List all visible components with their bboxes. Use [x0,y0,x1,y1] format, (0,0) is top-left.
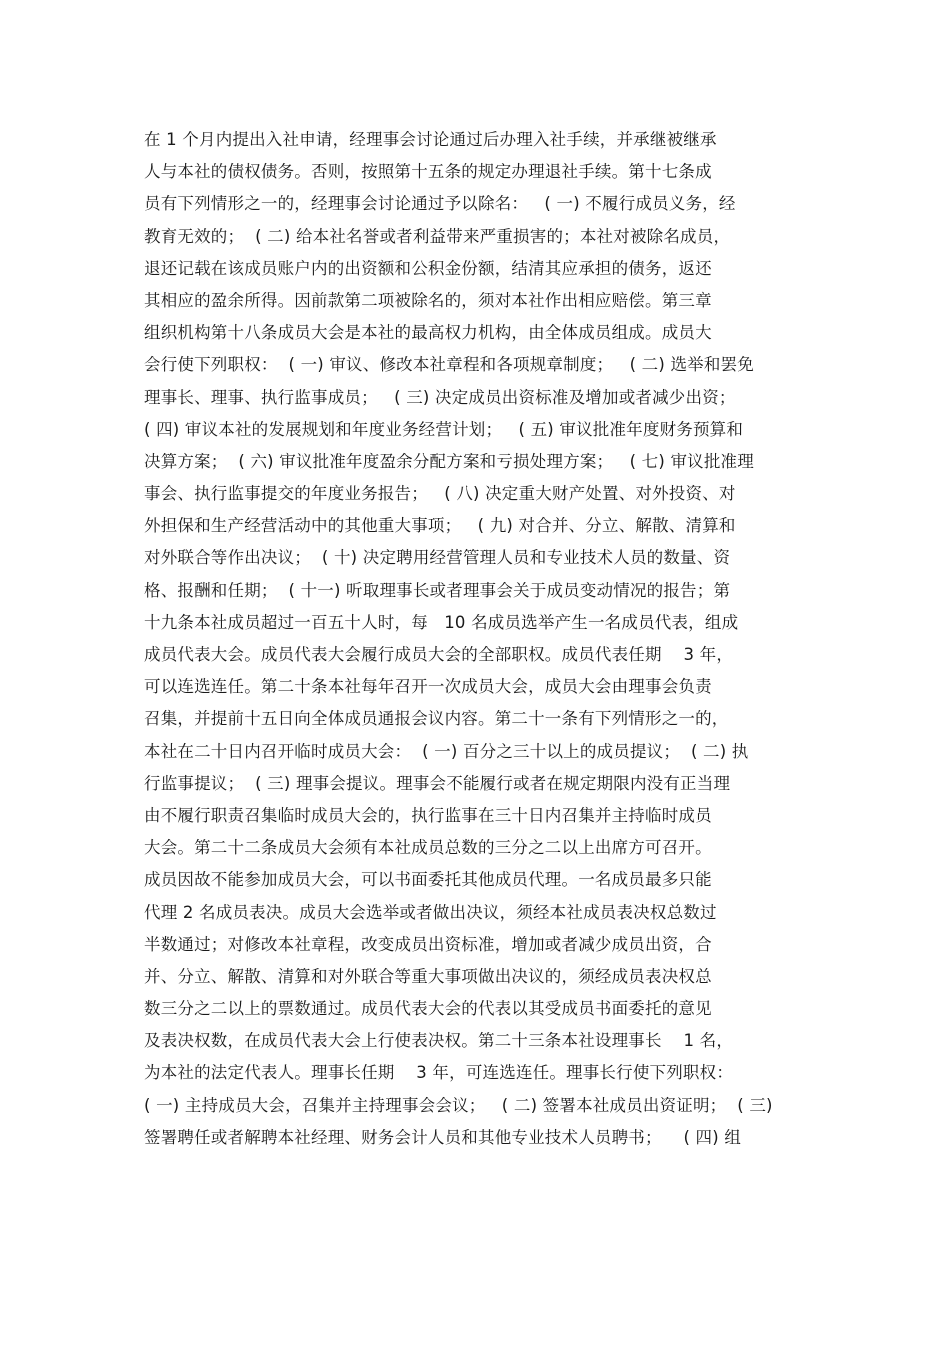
text-line: 教育无效的； ( 二) 给本社名誉或者利益带来严重损害的；本社对被除名成员， [144,226,731,246]
text-line: 外担保和生产经营活动中的其他重大事项； ( 九) 对合并、分立、解散、清算和 [144,516,736,536]
text-line: 及表决权数，在成员代表大会上行使表决权。第二十三条本社设理事长 1 名， [144,1031,734,1051]
text-line: 数三分之二以上的票数通过。成员代表大会的代表以其受成员书面委托的意见 [144,999,712,1019]
text-line: 半数通过；对修改本社章程，改变成员出资标准，增加或者减少成员出资，合 [144,934,712,954]
text-line: 本社在二十日内召开临时成员大会： ( 一) 百分之三十以上的成员提议； ( 二) 执 [144,741,749,761]
text-line: ( 四) 审议本社的发展规划和年度业务经营计划； ( 五) 审议批准年度财务预算和 [144,419,744,439]
text-line: 由不履行职责召集临时成员大会的，执行监事在三十日内召集并主持临时成员 [144,805,712,825]
text-line: 在 1 个月内提出入社申请，经理事会讨论通过后办理入社手续，并承继被继承 [144,130,717,149]
text-line: 大会。第二十二条成员大会须有本社成员总数的三分之二以上出席方可召开。 [144,838,712,858]
text-line: 行监事提议； ( 三) 理事会提议。理事会不能履行或者在规定期限内没有正当理 [144,773,731,793]
text-line: 成员因故不能参加成员大会，可以书面委托其他成员代理。一名成员最多只能 [144,870,712,890]
text-line: 组织机构第十八条成员大会是本社的最高权力机构，由全体成员组成。成员大 [144,323,712,343]
text-line: 签署聘任或者解聘本社经理、财务会计人员和其他专业技术人员聘书； ( 四) 组 [144,1127,742,1147]
text-line: 会行使下列职权： ( 一) 审议、修改本社章程和各项规章制度； ( 二) 选举和罢免 [144,355,754,375]
document-body [144,124,824,1154]
text-line: ( 一) 主持成员大会，召集并主持理事会会议； ( 二) 签署本社成员出资证明； ( 三) [144,1095,773,1115]
text-line: 成员代表大会。成员代表大会履行成员大会的全部职权。成员代表任期 3 年， [144,645,734,664]
text-line: 格、报酬和任期； ( 十一) 听取理事长或者理事会关于成员变动情况的报告；第 [144,580,731,600]
text-line: 退还记载在该成员账户内的出资额和公积金份额，结清其应承担的债务，返还 [144,258,712,278]
text-line: 召集，并提前十五日向全体成员通报会议内容。第二十一条有下列情形之一的， [144,709,729,729]
text-line: 员有下列情形之一的，经理事会讨论通过予以除名： ( 一) 不履行成员义务，经 [144,194,736,214]
text-line: 对外联合等作出决议； ( 十) 决定聘用经营管理人员和专业技术人员的数量、资 [144,548,731,568]
text-line: 其相应的盈余所得。因前款第二项被除名的，须对本社作出相应赔偿。第三章 [144,290,712,310]
text-line: 为本社的法定代表人。理事长任期 3 年，可连选连任。理事长行使下列职权： [144,1063,734,1083]
text-line: 事会、执行监事提交的年度业务报告； ( 八) 决定重大财产处置、对外投资、对 [144,484,736,504]
text-line: 人与本社的债权债务。否则，按照第十五条的规定办理退社手续。第十七条成 [144,162,712,182]
text-line: 决算方案； ( 六) 审议批准年度盈余分配方案和亏损处理方案； ( 七) 审议批准理 [144,451,754,471]
text-line: 理事长、理事、执行监事成员； ( 三) 决定成员出资标准及增加或者减少出资； [144,387,736,407]
text-line: 可以连选连任。第二十条本社每年召开一次成员大会，成员大会由理事会负责 [144,677,712,697]
text-line: 十九条本社成员超过一百五十人时，每 10 名成员选举产生一名成员代表，组成 [144,612,739,632]
text-line: 代理 2 名成员表决。成员大会选举或者做出决议，须经本社成员表决权总数过 [144,902,717,922]
text-line: 并、分立、解散、清算和对外联合等重大事项做出决议的，须经成员表决权总 [144,966,712,986]
